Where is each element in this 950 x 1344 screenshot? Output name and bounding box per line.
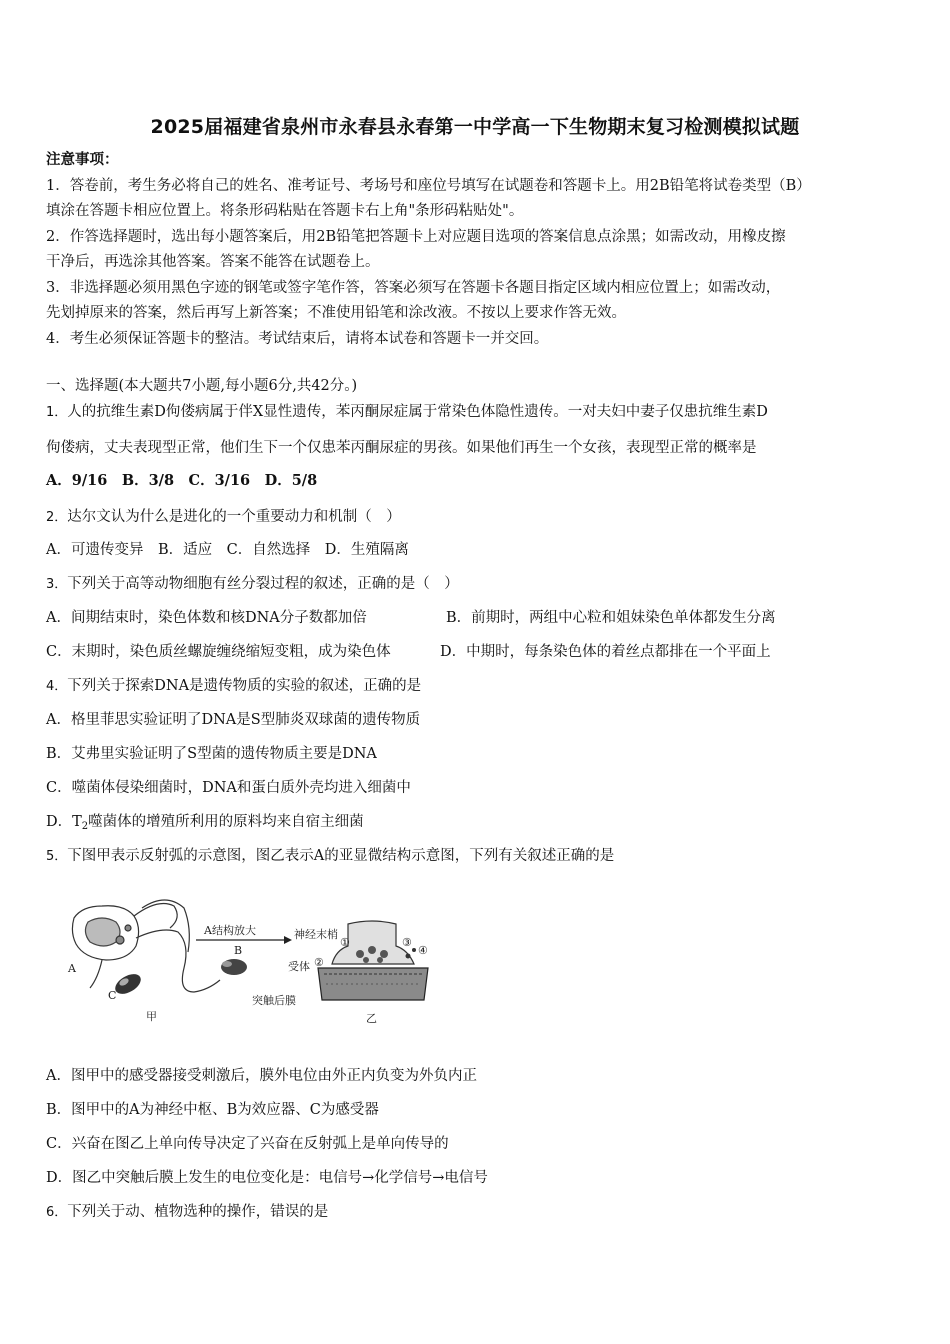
label-b: B (234, 944, 243, 957)
question-number: 5． (46, 849, 68, 864)
question-number: 1． (46, 405, 68, 420)
subscript: 2 (81, 821, 89, 832)
notes-line: 3．非选择题必须用黑色字迹的钢笔或签字笔作答，答案必须写在答题卡各题目指定区域内相应位置上；如需改动， (46, 280, 781, 296)
question-number: 2． (46, 510, 68, 525)
question-stem: 下列关于高等动物细胞有丝分裂过程的叙述，正确的是（ ） (67, 576, 459, 592)
option-d-prefix: D．T (46, 814, 82, 830)
question-2 (46, 507, 401, 528)
spinal-cord-diagram (72, 900, 220, 992)
question-stem: 达尔文认为什么是进化的一个重要动力和机制（ ） (67, 509, 401, 525)
label-n4: ④ (418, 944, 428, 957)
notes-line: 2．作答选择题时，选出每小题答案后，用2B铅笔把答题卡上对应题目选项的答案信息点涂黑；如需改动，用橡皮擦 (46, 229, 786, 245)
arrow-label: A结构放大 (204, 924, 256, 937)
option-c: C．兴奋在图乙上单向传导决定了兴奋在反射弧上是单向传导的 (46, 1136, 449, 1152)
label-jia: 甲 (146, 1010, 157, 1023)
option-b: B．前期时，两组中心粒和姐妹染色单体都发生分离 (446, 610, 776, 626)
option-d: D．中期时，每条染色体的着丝点都排在一个平面上 (440, 644, 771, 660)
option-b: B．图甲中的A为神经中枢、B为效应器、C为感受器 (46, 1102, 379, 1118)
receptor-c (112, 970, 144, 998)
question-stem: 下图甲表示反射弧的示意图，图乙表示A的亚显微结构示意图，下列有关叙述正确的是 (67, 848, 615, 864)
label-n3: ③ (402, 936, 412, 949)
notes-heading: 注意事项： (46, 151, 119, 168)
label-yi: 乙 (366, 1012, 377, 1025)
question-number: 6． (46, 1205, 68, 1220)
question-5 (46, 846, 614, 867)
question-number: 4． (46, 679, 68, 694)
question-2-options: A．可遗传变异 B．适应 C．自然选择 D．生殖隔离 (46, 542, 409, 558)
effector-b (221, 959, 247, 975)
label-a: A (68, 962, 76, 975)
section-heading: 一、选择题(本大题共7小题,每小题6分,共42分。) (46, 378, 358, 394)
option-b: B．艾弗里实验证明了S型菌的遗传物质主要是DNA (46, 746, 377, 762)
reflex-arc-figure (62, 888, 442, 1030)
option-d-text: 噬菌体的增殖所利用的原料均来自宿主细菌 (88, 814, 364, 830)
option-c: C．末期时，染色质丝螺旋缠绕缩短变粗，成为染色体 (46, 644, 391, 660)
notes-line: 填涂在答题卡相应位置上。将条形码粘贴在答题卡右上角"条形码粘贴处"。 (46, 203, 524, 219)
option-d: D．图乙中突触后膜上发生的电位变化是：电信号→化学信号→电信号 (46, 1170, 488, 1186)
option-c: C．噬菌体侵染细菌时，DNA和蛋白质外壳均进入细菌中 (46, 780, 411, 796)
enlarge-arrow (196, 936, 292, 944)
question-3 (46, 574, 459, 595)
question-number: 3． (46, 577, 68, 592)
notes-line: 先划掉原来的答案，然后再写上新答案；不准使用铅笔和涂改液。不按以上要求作答无效。 (46, 305, 626, 321)
label-terminal: 神经末梢 (294, 928, 338, 941)
question-stem: 下列关于动、植物选种的操作，错误的是 (67, 1204, 329, 1220)
question-4 (46, 676, 421, 697)
label-receptor: 受体 (288, 960, 310, 973)
question-1 (46, 402, 768, 423)
page-title: 2025届福建省泉州市永春县永春第一中学高一下生物期末复习检测模拟试题 (150, 116, 800, 138)
label-c: C (108, 989, 117, 1002)
question-6 (46, 1202, 328, 1223)
option-d (46, 812, 364, 837)
notes-line: 干净后，再选涂其他答案。答案不能答在试题卷上。 (46, 254, 380, 270)
question-1-options: A．9/16 B．3/8 C．3/16 D．5/8 (46, 472, 318, 489)
question-stem: 下列关于探索DNA是遗传物质的实验的叙述，正确的是 (67, 678, 422, 694)
option-a: A．间期结束时，染色体数和核DNA分子数都加倍 (46, 610, 367, 626)
label-n1: ① (340, 936, 350, 949)
question-stem: 人的抗维生素D佝偻病属于伴X显性遗传，苯丙酮尿症属于常染色体隐性遗传。一对夫妇中妻子仅患抗维生素D (67, 404, 768, 420)
label-n2: ② (314, 956, 324, 969)
notes-line: 1．答卷前，考生务必将自己的姓名、准考证号、考场号和座位号填写在试题卷和答题卡上。用2B铅笔将试卷类型（B） (46, 178, 811, 194)
question-1-continued: 佝偻病，丈夫表现型正常，他们生下一个仅患苯丙酮尿症的男孩。如果他们再生一个女孩，表现型正常的概率是 (46, 440, 757, 456)
label-membrane: 突触后膜 (252, 994, 296, 1007)
notes-line: 4．考生必须保证答题卡的整洁。考试结束后，请将本试卷和答题卡一并交回。 (46, 331, 549, 347)
option-a: A．格里菲思实验证明了DNA是S型肺炎双球菌的遗传物质 (46, 712, 421, 728)
option-a: A．图甲中的感受器接受刺激后，膜外电位由外正内负变为外负内正 (46, 1068, 477, 1084)
